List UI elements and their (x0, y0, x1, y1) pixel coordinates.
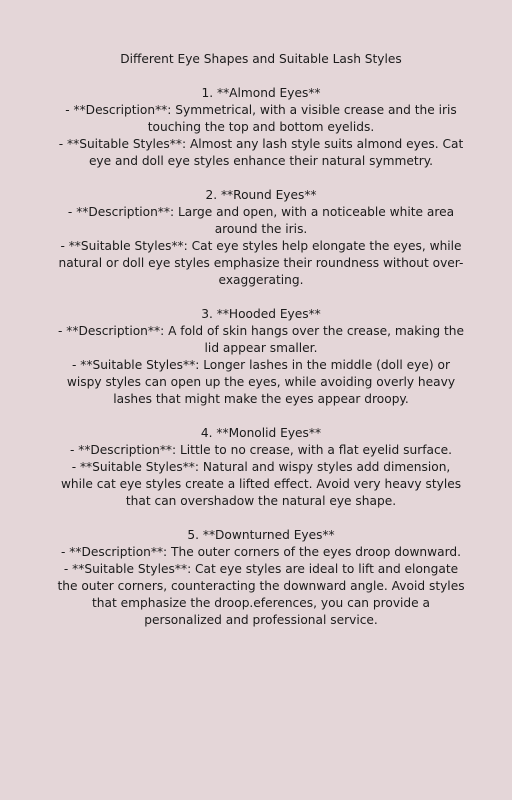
section-description: - **Description**: Large and open, with a noticeable white area around the iris. (67, 205, 455, 236)
section-heading: 2. **Round Eyes** (205, 188, 317, 202)
section-description: - **Description**: The outer corners of the eyes droop downward. (61, 545, 461, 559)
document-title: Different Eye Shapes and Suitable Lash Styles (120, 52, 402, 66)
section-suitable-styles: - **Suitable Styles**: Longer lashes in the middle (doll eye) or wispy styles can open up the eyes, while avoiding overly heavy lashes that might make the eyes appear droopy. (66, 358, 456, 406)
section-description: - **Description**: Little to no crease, with a flat eyelid surface. (69, 443, 453, 457)
section-almond-eyes (56, 85, 466, 170)
section-heading: 5. **Downturned Eyes** (187, 528, 335, 542)
section-heading: 1. **Almond Eyes** (201, 86, 321, 100)
section-downturned-eyes (56, 527, 466, 629)
section-hooded-eyes (56, 306, 466, 408)
section-suitable-styles: - **Suitable Styles**: Almost any lash style suits almond eyes. Cat eye and doll eye styles enhance their natural symmetry. (58, 137, 464, 168)
section-suitable-styles: - **Suitable Styles**: Cat eye styles help elongate the eyes, while natural or doll eye styles emphasize their roundness without over-exaggerating. (58, 239, 464, 287)
section-heading: 3. **Hooded Eyes** (201, 307, 321, 321)
section-round-eyes (56, 187, 466, 289)
section-suitable-styles: - **Suitable Styles**: Natural and wispy styles add dimension, while cat eye styles create a lifted effect. Avoid very heavy styles that can overshadow the natural eye shape. (60, 460, 462, 508)
section-description: - **Description**: Symmetrical, with a visible crease and the iris touching the top and bottom eyelids. (65, 103, 457, 134)
section-monolid-eyes (56, 425, 466, 510)
section-suitable-styles: - **Suitable Styles**: Cat eye styles are ideal to lift and elongate the outer corners, counteracting the downward angle. Avoid styles that emphasize the droop.eferences, you can provide a personalized and professional service. (57, 562, 465, 627)
section-heading: 4. **Monolid Eyes** (200, 426, 322, 440)
section-description: - **Description**: A fold of skin hangs over the crease, making the lid appear smaller. (58, 324, 464, 355)
